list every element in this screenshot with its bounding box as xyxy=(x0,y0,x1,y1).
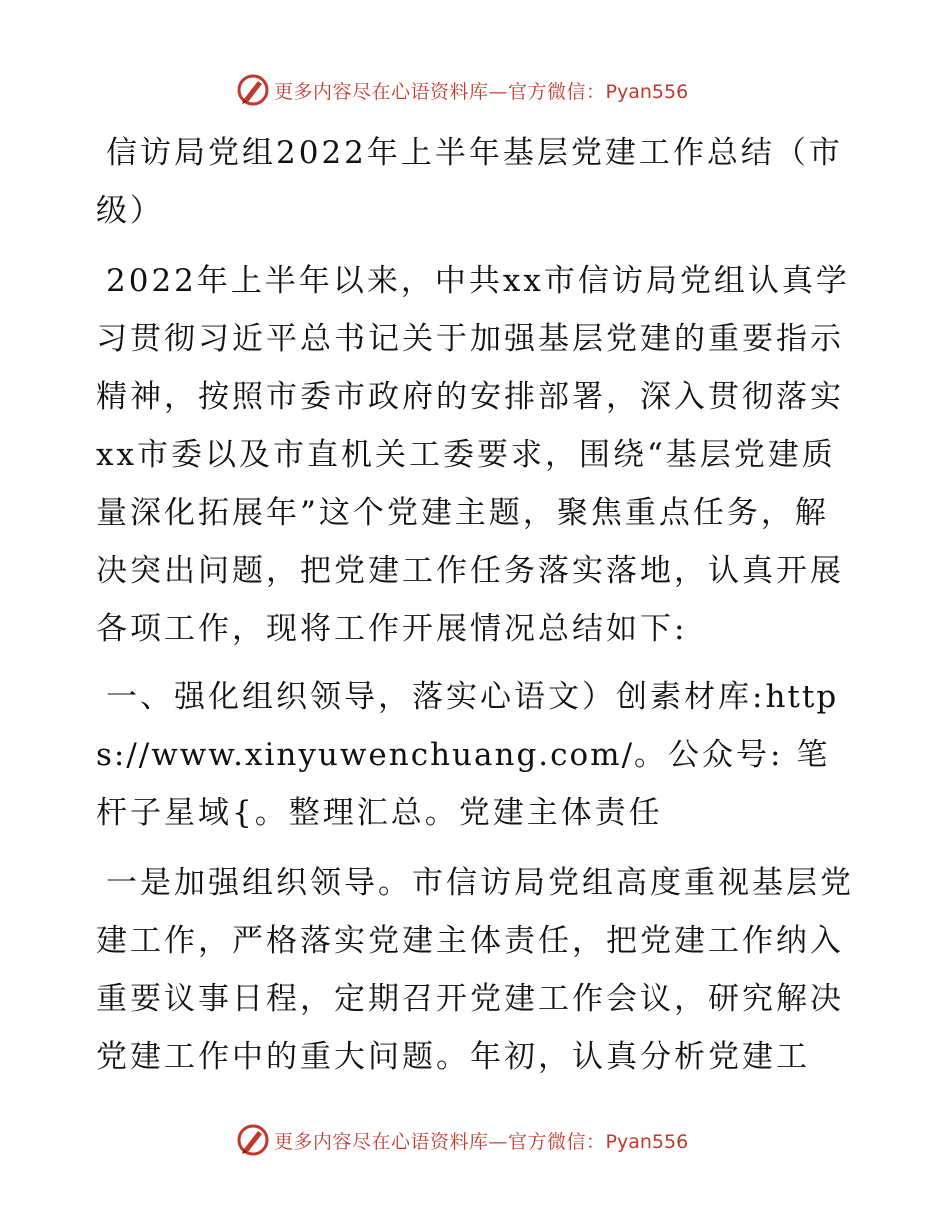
watermark-main: 更多内容尽在心语资料库 xyxy=(274,80,489,103)
watermark-text xyxy=(274,77,688,104)
watermark-account: Pyan556 xyxy=(605,1130,689,1153)
watermark-main: 更多内容尽在心语资料库 xyxy=(274,1130,489,1153)
watermark-separator: — xyxy=(488,80,509,103)
source-url: https://www.xinyuwenchuang.com/ xyxy=(96,679,839,773)
watermark-separator: — xyxy=(488,1130,509,1153)
watermark-label: 官方微信： xyxy=(508,80,606,103)
section-heading-1 xyxy=(96,668,856,842)
pen-logo-icon xyxy=(236,1123,270,1157)
section-heading-end: 。公众号: 笔杆子星域{。整理汇总。党建主体责任 xyxy=(96,737,831,831)
watermark-banner-bottom xyxy=(236,1122,688,1158)
pen-logo-icon xyxy=(236,73,270,107)
watermark-banner-top xyxy=(236,72,688,108)
document-body xyxy=(96,124,856,1086)
body-paragraph-1: 一是加强组织领导。市信访局党组高度重视基层党建工作，严格落实党建主体责任，把党建工作纳入重要议事日程，定期召开党建工作会议，研究解决党建工作中的重大问题。年初，认真分析党建工 xyxy=(96,865,854,1075)
intro-paragraph: 2022年上半年以来，中共xx市信访局党组认真学习贯彻习近平总书记关于加强基层党建的重要指示精神，按照市委市政府的安排部署，深入贯彻落实xx市委以及市直机关工委要求，围绕“基层党建质量深化拓展年”这个党建主题，聚焦重点任务，解决突出问题，把党建工作任务落实落地，认真开展各项工作，现将工作开展情况总结如下: xyxy=(96,263,850,647)
watermark-label: 官方微信： xyxy=(508,1130,606,1153)
section-heading-start: 一、强化组织领导，落实心语文）创素材库: xyxy=(106,679,766,715)
watermark-account: Pyan556 xyxy=(605,80,689,103)
document-title: 信访局党组2022年上半年基层党建工作总结（市级） xyxy=(96,135,843,229)
watermark-text xyxy=(274,1127,688,1154)
